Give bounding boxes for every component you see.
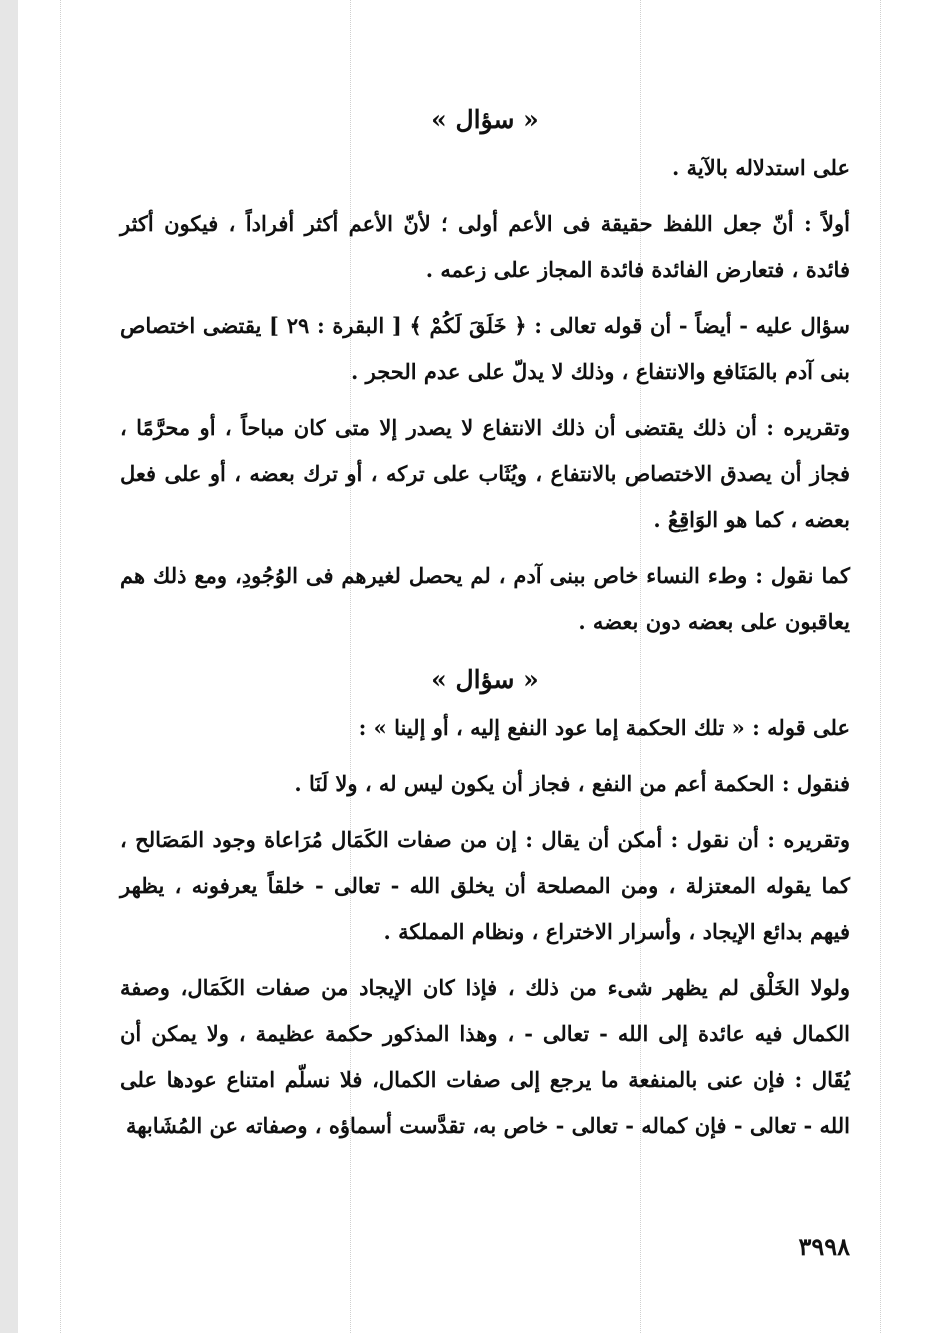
paragraph: [120, 405, 850, 543]
paragraph-lead: وتقريره: [783, 415, 851, 440]
paragraph-text: : أنّ جعل اللفظ حقيقة فى الأعم أولى ؛ لأنّ الأعم أكثر أفراداً ، فيكون أكثر فائدة ، فتعارض الفائدة فائدة المجاز على زعمه .: [120, 211, 850, 282]
paragraph: [120, 145, 850, 191]
paragraph-text: على قوله : « تلك الحكمة إما عود النفع إليه ، أو إلينا » :: [358, 715, 850, 740]
page-number: ٣٩٩٨: [798, 1232, 850, 1261]
paragraph-text: سؤال عليه - أيضاً - أن قوله تعالى : ﴿ خَلَقَ لَكُمْ ﴾ [ البقرة : ٢٩ ] يقتضى اختصاص بنى آدم بالمَنَافع والانتفاع ، وذلك لا يدلّ على عدم الحجر .: [120, 313, 850, 384]
paragraph-text: ولولا الخَلْق لم يظهر شىء من ذلك ، فإذا كان الإيجاد من صفات الكَمَال، وصفة الكمال فيه عائدة إلى الله - تعالى - ، وهذا المذكور حكمة عظيمة ، ولا يمكن أن يُقَال : فإن عنى بالمنفعة ما يرجع إلى صفات الكمال، فلا نسلّم امتناع عودها على الله - تعالى - فإن كماله - تعالى - خاص به، تقدَّست أسماؤه ، وصفاته عن المُشَابهة: [120, 975, 850, 1138]
scan-guide-line: [880, 0, 881, 1333]
paragraph-text: : أن ذلك يقتضى أن ذلك الانتفاع لا يصدر إلا متى كان مباحاً ، أو محرَّمًا ، فجاز أن يصدق الاختصاص بالانتفاع ، ويُثَاب على تركه ، أو ترك بعضه ، أو على فعل بعضه ، كما هو الوَاقِعُ .: [120, 415, 850, 532]
scan-guide-line: [60, 0, 61, 1333]
paragraph: [120, 553, 850, 645]
paragraph: [120, 761, 850, 807]
paragraph: [120, 201, 850, 293]
paragraph: [120, 817, 850, 955]
paragraph-lead: فنقول: [796, 771, 850, 796]
paragraph: [120, 705, 850, 751]
paragraph: [120, 303, 850, 395]
paragraph-text: على استدلاله بالآية .: [672, 155, 850, 180]
scan-gutter: [0, 0, 18, 1333]
section-heading: « سؤال »: [431, 105, 539, 134]
paragraph-text: : أن نقول : أمكن أن يقال : إن من صفات الكَمَال مُرَاعاة وجود المَصَالح ، كما يقوله المعتزلة ، ومن المصلحة أن يخلق الله - تعالى - خلقاً يعرفونه ، يظهر فيهم بدائع الإيجاد ، وأسرار الاختراع ، ونظام المملكة .: [120, 827, 850, 944]
paragraph-text: : الحكمة أعم من النفع ، فجاز أن يكون ليس له ، ولا لَنَا .: [294, 771, 797, 796]
paragraph-lead: وتقريره: [783, 827, 850, 852]
document-body: [120, 95, 850, 1159]
paragraph-text: كما نقول : وطء النساء خاص ببنى آدم ، لم يحصل لغيرهم فى الوُجُودِ، ومع ذلك هم يعاقبون على بعضه دون بعضه .: [120, 563, 850, 634]
section-heading: « سؤال »: [431, 665, 539, 694]
paragraph: [120, 965, 850, 1149]
paragraph-lead: أولاً: [822, 211, 850, 236]
